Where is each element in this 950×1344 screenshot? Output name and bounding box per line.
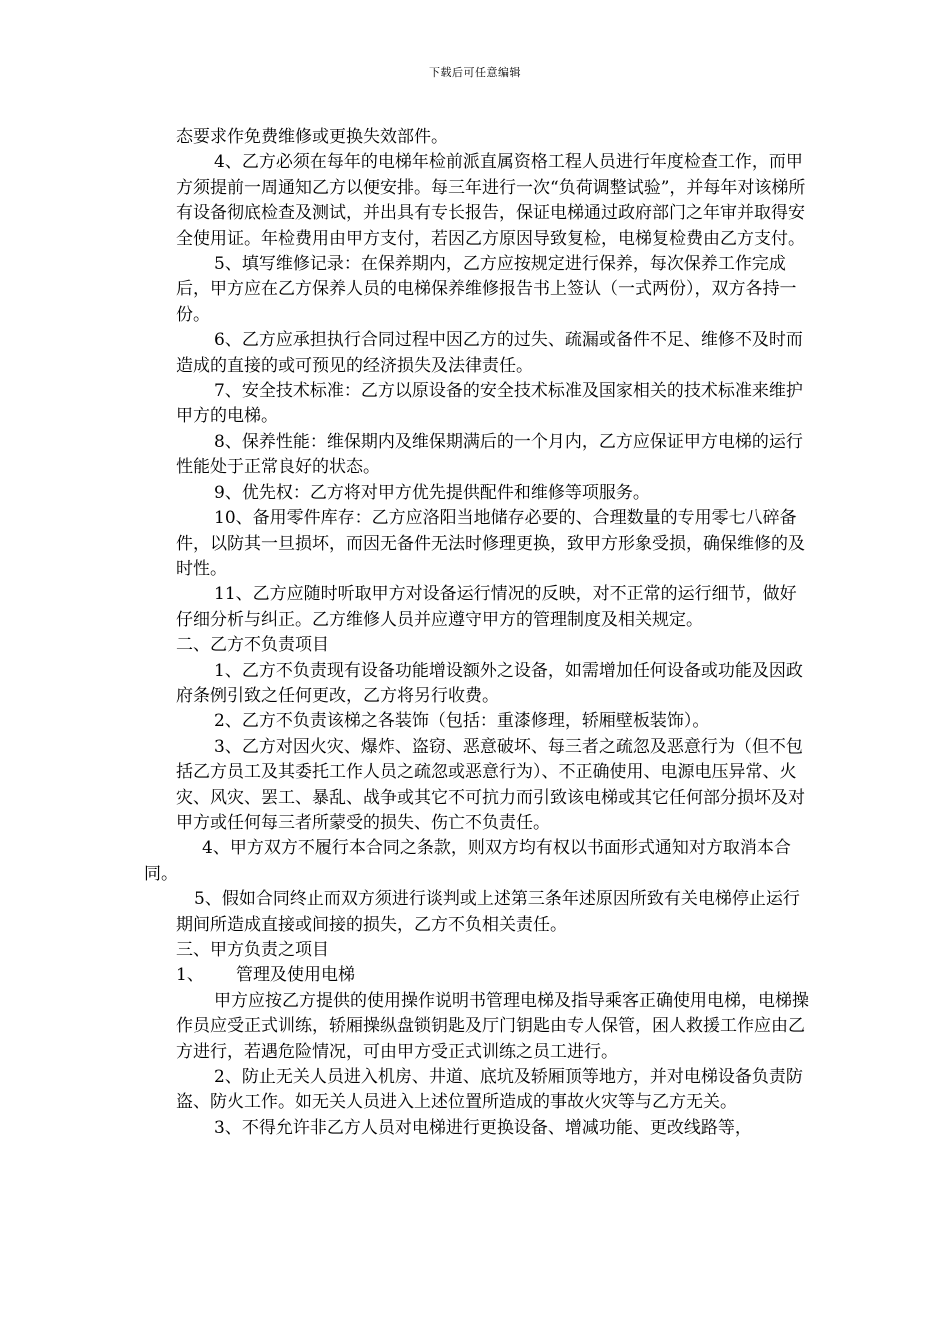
section2-clause-5: 5、假如合同终止而双方须进行谈判或上述第三条年述原因所致有关电梯停止运行期间所造成直接或间接的损失，乙方不负相关责任。 (176, 889, 800, 935)
section2-clause-1: 1、乙方不负责现有设备功能增设额外之设备，如需增加任何设备或功能及因政府条例引致之任何更改，乙方将另行收费。 (176, 660, 803, 706)
section3-clause-3: 3、不得允许非乙方人员对电梯进行更换设备、增减功能、更改线路等， (214, 1117, 752, 1138)
page-header: 下载后可任意编辑 (429, 66, 521, 79)
clause-7-safety-standard: 7、安全技术标准：乙方以原设备的安全技术标准及国家相关的技术标准来维护甲方的电梯。 (176, 381, 803, 427)
section2-clause-4: 4、甲方双方不履行本合同之条款，则双方均有权以书面形式通知对方取消本合同。 (144, 838, 791, 884)
section3-clause-1-body: 甲方应按乙方提供的使用操作说明书管理电梯及指导乘客正确使用电梯，电梯操作员应受正式训练，轿厢操纵盘锁钥匙及厅门钥匙由专人保管，困人救援工作应由乙方进行，若遇危险情况，可由甲方受正式训练之员工进行。 (176, 990, 809, 1062)
clause-8-performance: 8、保养性能：维保期内及维保期满后的一个月内，乙方应保证甲方电梯的运行性能处于正常良好的状态。 (176, 431, 803, 478)
paragraph-continuation: 态要求作免费维修或更换失效部件。 (176, 127, 448, 147)
clause-5-maintenance-record: 5、填写维修记录：在保养期内，乙方应按规定进行保养，每次保养工作完成后，甲方应在乙方保养人员的电梯保养维修报告书上签认（一式两份），双方各持一份。 (176, 254, 797, 325)
clause-6-liability: 6、乙方应承担执行合同过程中因乙方的过失、疏漏或备件不足、维修不及时而造成的直接的或可预见的经济损失及法律责任。 (176, 330, 803, 376)
subheading-text: 管理及使用电梯 (236, 965, 355, 986)
section-heading-3: 三、甲方负责之项目 (176, 940, 329, 960)
clause-9-priority: 9、优先权：乙方将对甲方优先提供配件和维修等项服务。 (214, 482, 650, 503)
section3-subheading-1 (176, 963, 812, 988)
section-heading-2: 二、乙方不负责项目 (176, 635, 329, 656)
section2-clause-3: 3、乙方对因火灾、爆炸、盗窃、恶意破坏、每三者之疏忽及恶意行为（但不包括乙方员工及其委托工作人员之疏忽或恶意行为）、不正确使用、电源电压异常、火灾、风灾、罢工、暴乱、战争或其它不可抗力而引致该电梯或其它任何部分损坏及对甲方或任何每三者所蒙受的损失、伤亡不负责任。 (176, 736, 805, 833)
section2-clause-2: 2、乙方不负责该梯之各装饰（包括：重漆修理，轿厢壁板装饰）。 (214, 711, 710, 732)
section3-clause-2: 2、防止无关人员进入机房、井道、底坑及轿厢顶等地方，并对电梯设备负责防盗、防火工作。如无关人员进入上述位置所造成的事故火灾等与乙方无关。 (176, 1067, 803, 1113)
clause-10-spare-parts: 10、备用零件库存：乙方应洛阳当地储存必要的、合理数量的专用零七八碎备件，以防其一旦损坏，而因无备件无法时修理更换，致甲方形象受损，确保维修的及时性。 (176, 508, 805, 579)
clause-4-annual-inspection: 4、乙方必须在每年的电梯年检前派直属资格工程人员进行年度检查工作，而甲方须提前一周通知乙方以便安排。每三年进行一次“负荷调整试验”，并每年对该梯所有设备彻底检查及测试，并出具有专长报告，保证电梯通过政府部门之年审并取得安全使用证。年检费用由甲方支付，若因乙方原因导致复检，电梯复检费由乙方支付。 (176, 152, 806, 249)
subheading-number: 1、 (176, 965, 204, 986)
clause-11-feedback: 11、乙方应随时听取甲方对设备运行情况的反映，对不正常的运行细节，做好仔细分析与纠正。乙方维修人员并应遵守甲方的管理制度及相关规定。 (176, 584, 797, 630)
document-body (0, 125, 950, 1141)
